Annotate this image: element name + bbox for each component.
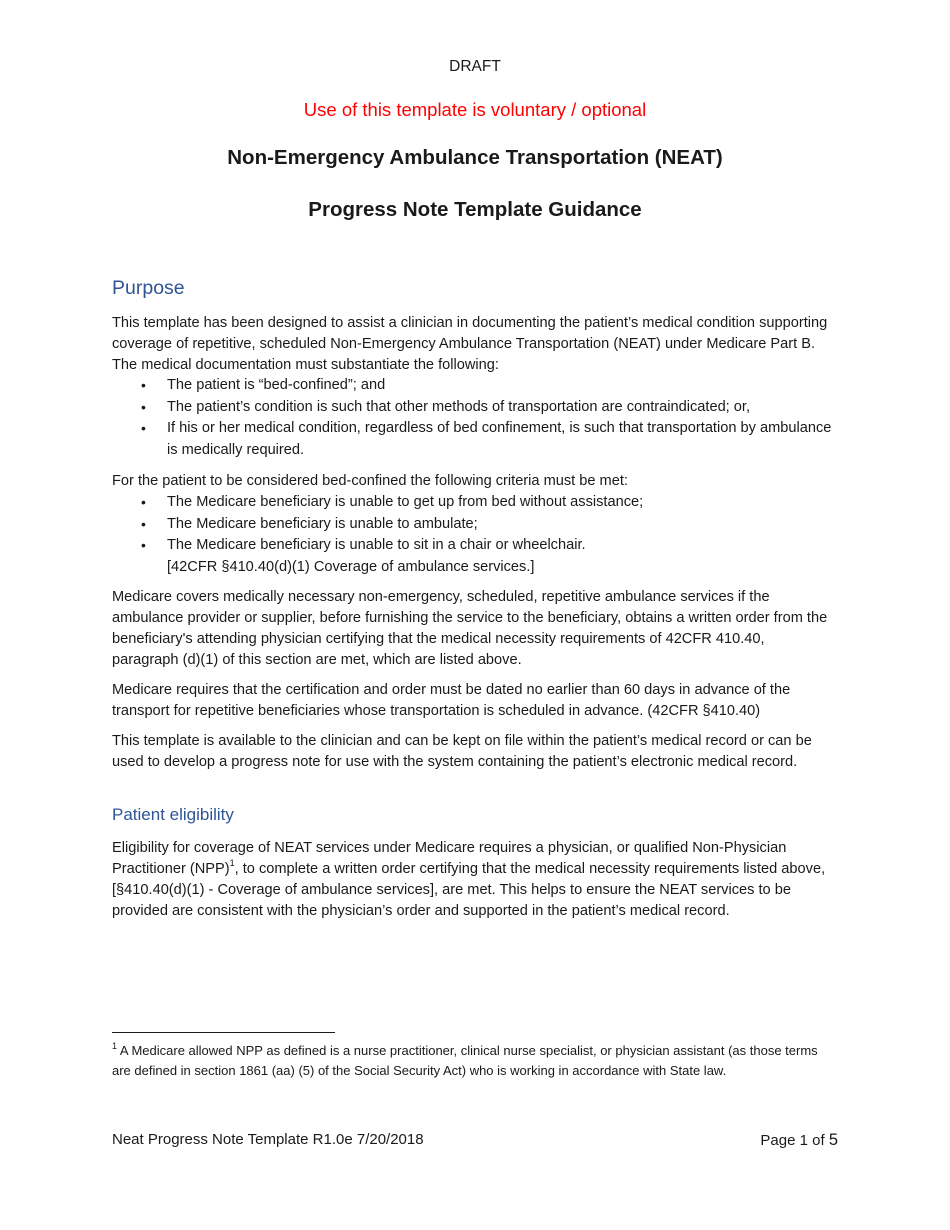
list-item [112,397,834,419]
footnote [112,1041,834,1080]
purpose-intro: This template has been designed to assist a clinician in documenting the patient’s medical condition supporting coverage of repetitive, scheduled Non-Emergency Ambulance Transportation (NEAT) under Medicare Part B. The medical documentation must substantiate the following: [112,315,828,373]
bullet-icon: • [141,398,146,415]
eligibility-paragraph [112,838,834,922]
list-item [112,492,834,514]
list-item [112,535,834,578]
footnote-reference[interactable]: 1 [229,858,235,869]
criteria-intro: For the patient to be considered bed-confined the following criteria must be met: [112,473,628,489]
bullet-icon: • [141,494,146,510]
list-item [112,375,834,397]
list-item-text: The patient is “bed-confined”; and [167,377,386,393]
list-item-text: The Medicare beneficiary is unable to sit in a chair or wheelchair. [167,537,586,553]
document-subtitle: Progress Note Template Guidance [308,198,642,221]
certification-paragraph: Medicare requires that the certification and order must be dated no earlier than 60 days in advance of the transport for repetitive beneficiaries whose transportation is scheduled in advance. (42CFR §410.40) [112,682,791,719]
criteria-citation: [42CFR §410.40(d)(1) Coverage of ambulance services.] [167,558,535,575]
list-item-text: The patient’s condition is such that other methods of transportation are contraindicated; or, [167,398,751,415]
list-item-text: The Medicare beneficiary is unable to ambulate; [167,515,478,532]
page-label: Page 1 of [760,1132,829,1149]
voluntary-notice: Use of this template is voluntary / optional [303,99,647,120]
coverage-paragraph: Medicare covers medically necessary non-emergency, scheduled, repetitive ambulance services if the ambulance provider or supplier, before furnishing the service to the beneficiary, obtains a written order from the beneficiary's attending physician certifying that the medical necessity requirements of 42CFR 410.40, paragraph (d)(1) of this section are met, which are listed above. [112,589,828,668]
list-item-text: If his or her medical condition, regardless of bed confinement, is such that transportation by ambulance is medically required. [167,420,832,458]
purpose-bullet-list [112,375,834,461]
document-title: Non-Emergency Ambulance Transportation (NEAT) [227,146,723,169]
footer-document-id: Neat Progress Note Template R1.0e 7/20/2018 [112,1131,424,1148]
eligibility-text-start: Eligibility for coverage of NEAT services under Medicare requires a physician, or qualified Non-Physician Practitioner (NPP) [112,840,787,877]
footnote-marker: 1 [112,1040,118,1051]
bullet-icon: • [141,377,146,393]
eligibility-heading: Patient eligibility [112,805,234,824]
bullet-icon: • [141,420,146,436]
eligibility-text-end: , to complete a written order certifying that the medical necessity requirements listed above, [§410.40(d)(1) - Coverage of ambulance services], are met. This helps to ensure the NEAT services to be provided are consistent with the physician’s order and supported in the patient’s medical record. [112,861,826,919]
list-item [112,514,834,536]
criteria-bullet-list [112,492,834,578]
footnote-text: A Medicare allowed NPP as defined is a nurse practitioner, clinical nurse specialist, or physician assistant (as those terms are defined in section 1861 (aa) (5) of the Social Security Act) who is working in accordance with State law. [112,1043,818,1078]
list-item [112,418,834,461]
footer-page-number [760,1131,838,1150]
footnote-divider [112,1032,335,1033]
list-item-text: The Medicare beneficiary is unable to get up from bed without assistance; [167,494,644,510]
availability-paragraph: This template is available to the clinician and can be kept on file within the patient’s medical record or can be used to develop a progress note for use with the system containing the patient’s electronic medical record. [112,733,812,770]
purpose-heading: Purpose [112,277,185,299]
page-total: 5 [828,1131,838,1149]
bullet-icon: • [141,515,146,532]
bullet-icon: • [141,537,146,553]
draft-label: DRAFT [449,58,501,75]
